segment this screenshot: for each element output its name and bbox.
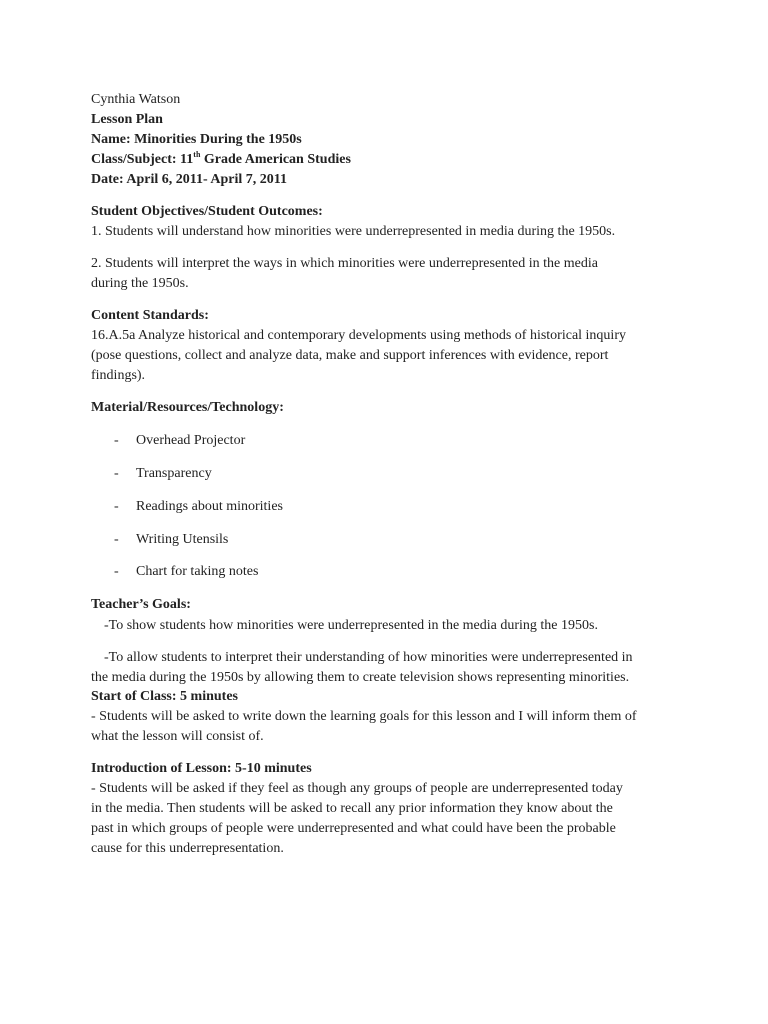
bullet-dash: - <box>114 499 119 514</box>
material-item: Overhead Projector <box>136 433 246 448</box>
material-item: Chart for taking notes <box>136 564 259 579</box>
goal-2-line-1: -To allow students to interpret their understanding of how minorities were underrepresented in <box>104 650 633 665</box>
class-subject-superscript: th <box>193 150 201 159</box>
start-line-1: - Students will be asked to write down the learning goals for this lesson and I will inform them of <box>91 709 637 724</box>
start-heading: Start of Class: 5 minutes <box>91 689 238 704</box>
intro-heading: Introduction of Lesson: 5-10 minutes <box>91 761 312 776</box>
lesson-name: Name: Minorities During the 1950s <box>91 132 302 147</box>
class-subject <box>91 150 351 170</box>
standards-line-3: findings). <box>91 368 146 383</box>
author-name: Cynthia Watson <box>91 92 181 107</box>
material-item: Writing Utensils <box>136 532 229 547</box>
document-type: Lesson Plan <box>91 112 163 127</box>
bullet-dash: - <box>114 532 119 547</box>
objective-2-line-1: 2. Students will interpret the ways in which minorities were underrepresented in the media <box>91 256 598 271</box>
bullet-dash: - <box>114 466 119 481</box>
intro-line-3: past in which groups of people were underrepresented and what could have been the probable <box>91 821 616 836</box>
goal-1: -To show students how minorities were underrepresented in the media during the 1950s. <box>104 618 598 633</box>
objective-1: 1. Students will understand how minorities were underrepresented in media during the 1950s. <box>91 224 616 239</box>
objective-2-line-2: during the 1950s. <box>91 276 189 291</box>
material-item: Transparency <box>136 466 212 481</box>
standards-line-2: (pose questions, collect and analyze data, make and support inferences with evidence, report <box>91 348 609 363</box>
intro-line-2: in the media. Then students will be asked to recall any prior information they know about the <box>91 801 613 816</box>
lesson-date: Date: April 6, 2011- April 7, 2011 <box>91 172 287 187</box>
standards-heading: Content Standards: <box>91 308 209 323</box>
bullet-dash: - <box>114 564 119 579</box>
start-line-2: what the lesson will consist of. <box>91 729 264 744</box>
class-subject-suffix: Grade American Studies <box>200 152 351 167</box>
goal-2-line-2: the media during the 1950s by allowing them to create television shows representing minorities. <box>91 670 630 685</box>
objectives-heading: Student Objectives/Student Outcomes: <box>91 204 323 219</box>
material-item: Readings about minorities <box>136 499 283 514</box>
intro-line-1: - Students will be asked if they feel as though any groups of people are underrepresented today <box>91 781 623 796</box>
materials-heading: Material/Resources/Technology: <box>91 400 284 415</box>
class-subject-prefix: Class/Subject: 11 <box>91 152 194 167</box>
goals-heading: Teacher’s Goals: <box>91 597 191 612</box>
intro-line-4: cause for this underrepresentation. <box>91 841 284 856</box>
standards-line-1: 16.A.5a Analyze historical and contemporary developments using methods of historical inquiry <box>91 328 626 343</box>
bullet-dash: - <box>114 433 119 448</box>
